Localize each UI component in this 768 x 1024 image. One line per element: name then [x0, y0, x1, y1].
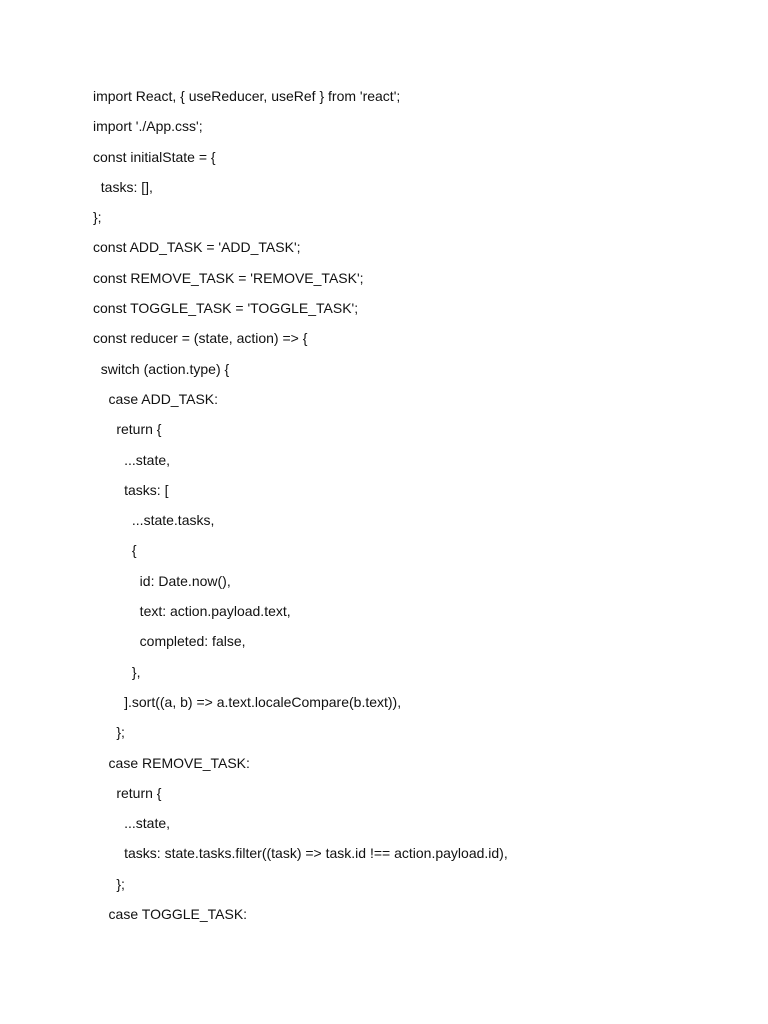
code-line: }; — [93, 209, 102, 226]
code-line: const REMOVE_TASK = 'REMOVE_TASK'; — [93, 269, 364, 286]
code-line: return { — [93, 784, 162, 801]
code-line: import React, { useReducer, useRef } from 'react'; — [93, 88, 401, 104]
code-line: id: Date.now(), — [93, 572, 231, 589]
code-line: case REMOVE_TASK: — [93, 754, 250, 771]
code-line: tasks: [ — [93, 481, 169, 498]
code-line: tasks: [], — [93, 178, 153, 195]
code-line: text: action.payload.text, — [93, 603, 291, 620]
code-line: case ADD_TASK: — [93, 390, 219, 407]
code-line: ...state, — [93, 451, 171, 468]
code-line: }; — [93, 875, 125, 892]
code-line: tasks: state.tasks.filter((task) => task.id !== action.payload.id), — [93, 845, 508, 862]
code-line: completed: false, — [93, 633, 246, 650]
code-line: const initialState = { — [93, 148, 216, 165]
code-line: const ADD_TASK = 'ADD_TASK'; — [93, 239, 301, 256]
code-line: { — [93, 542, 137, 559]
code-line: switch (action.type) { — [93, 360, 230, 377]
code-line: ...state.tasks, — [93, 512, 215, 529]
code-line: return { — [93, 421, 162, 438]
code-line: const TOGGLE_TASK = 'TOGGLE_TASK'; — [93, 300, 359, 317]
code-listing — [93, 84, 753, 932]
code-line: ].sort((a, b) => a.text.localeCompare(b.text)), — [93, 693, 402, 710]
code-line: ...state, — [93, 815, 171, 832]
code-line: }, — [93, 663, 141, 680]
code-line: import './App.css'; — [93, 118, 203, 135]
code-line: const reducer = (state, action) => { — [93, 330, 308, 347]
code-line: case TOGGLE_TASK: — [93, 906, 248, 923]
code-line: }; — [93, 724, 125, 741]
